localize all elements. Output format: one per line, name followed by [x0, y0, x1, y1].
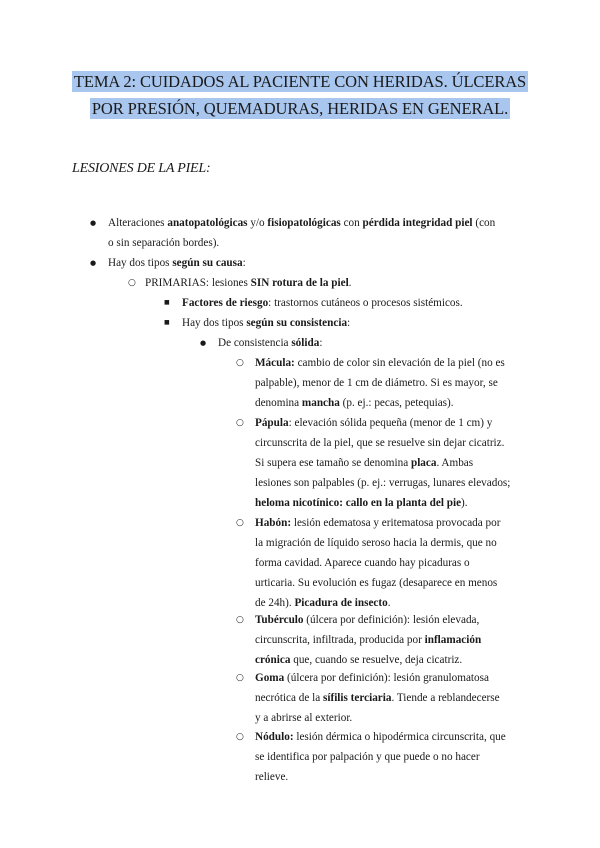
bullet-circle: ○	[128, 278, 136, 288]
title-line-1: TEMA 2: CUIDADOS AL PACIENTE CON HERIDAS. ÚLCERAS	[73, 72, 527, 91]
list-item-tipos-consistencia: Hay dos tipos según su consistencia:	[182, 317, 351, 329]
bullet-disc: ●	[90, 219, 97, 227]
list-item-factores-riesgo: Factores de riesgo: trastornos cutáneos o procesos sistémicos.	[182, 297, 463, 309]
list-item-goma: Goma (úlcera por definición): lesión granulomatosa necrótica de la sífilis terciaria. Tiende a reblandecerse y a abrirse al exterior.	[255, 672, 500, 724]
bullet-circle: ○	[236, 732, 244, 742]
bullet-circle: ○	[236, 615, 244, 625]
list-item-nodulo: Nódulo: lesión dérmica o hipodérmica circunscrita, que se identifica por palpación y que puede o no hacer relieve.	[255, 731, 506, 783]
list-item-papula: Pápula: elevación sólida pequeña (menor de 1 cm) y circunscrita de la piel, que se resuelve sin dejar cicatriz. Si supera ese tamaño se denomina placa. Ambas lesiones son palpables (p. ej.: verrugas, lunares elevados; heloma nicotínico: callo en la planta del pie).	[255, 417, 511, 509]
list-item-tipos-causa: Hay dos tipos según su causa:	[108, 257, 246, 269]
document-title	[0, 68, 600, 122]
list-item-primarias: PRIMARIAS: lesiones SIN rotura de la piel.	[145, 277, 352, 289]
list-item-tuberculo: Tubérculo (úlcera por definición): lesión elevada, circunscrita, infiltrada, producida por inflamación crónica que, cuando se resuelve, deja cicatriz.	[255, 614, 482, 666]
list-item-solida: De consistencia sólida:	[218, 337, 323, 349]
section-heading: LESIONES DE LA PIEL:	[72, 161, 211, 176]
bullet-circle: ○	[236, 358, 244, 368]
list-item-macula: Mácula: cambio de color sin elevación de la piel (no es palpable), menor de 1 cm de diámetro. Si es mayor, se denomina mancha (p. ej.: pecas, petequias).	[255, 357, 505, 409]
bullet-square: ■	[164, 319, 170, 326]
list-item-habon: Habón: lesión edematosa y eritematosa provocada por la migración de líquido seroso hacia la dermis, que no forma cavidad. Aparece cuando hay picaduras o urticaria. Su evolución es fugaz (desaparece en menos de 24h). Picadura de insecto.	[255, 517, 501, 609]
bullet-circle: ○	[236, 673, 244, 683]
bullet-disc: ●	[90, 259, 97, 267]
bullet-circle: ○	[236, 518, 244, 528]
bullet-square: ■	[164, 299, 170, 306]
bullet-circle: ○	[236, 418, 244, 428]
bullet-disc: ●	[200, 339, 207, 347]
title-line-2: POR PRESIÓN, QUEMADURAS, HERIDAS EN GENERAL.	[91, 99, 509, 118]
list-item-alteraciones: Alteraciones anatopatológicas y/o fisiopatológicas con pérdida integridad piel (con o sin separación bordes).	[108, 217, 496, 249]
